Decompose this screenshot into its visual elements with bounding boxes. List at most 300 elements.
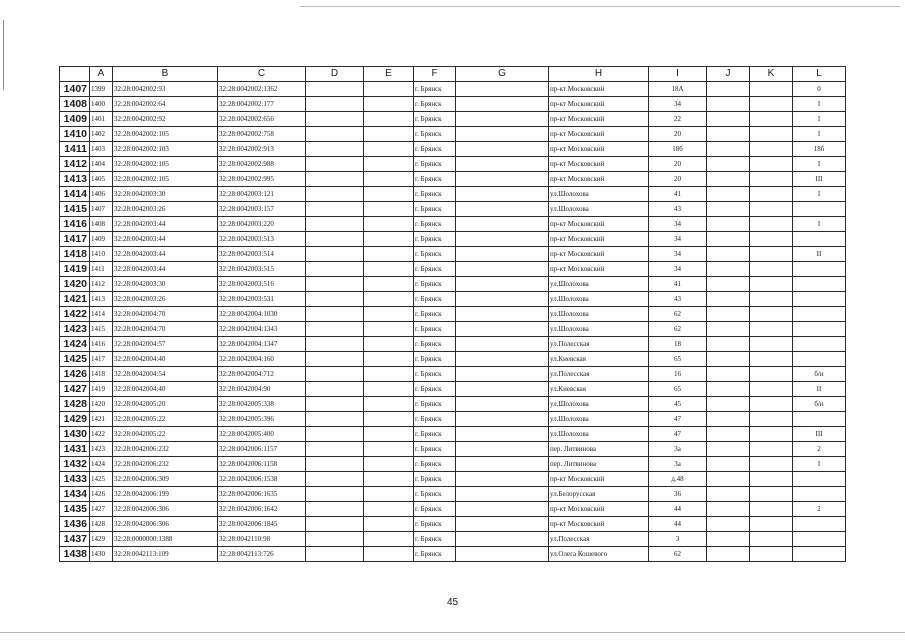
cell-f[interactable]: г. Брянск <box>414 457 456 472</box>
cell-a[interactable]: 1427 <box>90 502 113 517</box>
cell-a[interactable]: 1407 <box>90 202 113 217</box>
cell-g[interactable] <box>456 202 549 217</box>
row-header[interactable]: 1407 <box>60 82 90 97</box>
row-header[interactable]: 1429 <box>60 412 90 427</box>
cell-f[interactable]: г. Брянск <box>414 97 456 112</box>
cell-h[interactable]: пр-кт Московский <box>549 112 649 127</box>
cell-c[interactable]: 32:28:0042006:1642 <box>218 502 306 517</box>
cell-j[interactable] <box>707 517 750 532</box>
cell-f[interactable]: г. Брянск <box>414 172 456 187</box>
cell-l[interactable]: б/н <box>793 397 846 412</box>
cell-j[interactable] <box>707 187 750 202</box>
cell-j[interactable] <box>707 427 750 442</box>
cell-k[interactable] <box>750 397 793 412</box>
cell-a[interactable]: 1400 <box>90 97 113 112</box>
cell-i[interactable]: 34 <box>649 232 707 247</box>
cell-l[interactable]: б/н <box>793 367 846 382</box>
cell-f[interactable]: г. Брянск <box>414 367 456 382</box>
cell-d[interactable] <box>306 112 364 127</box>
row-header[interactable]: 1421 <box>60 292 90 307</box>
cell-g[interactable] <box>456 127 549 142</box>
cell-g[interactable] <box>456 82 549 97</box>
cell-g[interactable] <box>456 457 549 472</box>
cell-e[interactable] <box>364 187 414 202</box>
cell-j[interactable] <box>707 97 750 112</box>
cell-b[interactable]: 32:28:0042003:30 <box>113 277 218 292</box>
cell-d[interactable] <box>306 172 364 187</box>
cell-l[interactable] <box>793 412 846 427</box>
cell-l[interactable]: II <box>793 247 846 262</box>
cell-h[interactable]: ул.Киевская <box>549 382 649 397</box>
cell-j[interactable] <box>707 142 750 157</box>
cell-d[interactable] <box>306 532 364 547</box>
cell-e[interactable] <box>364 502 414 517</box>
cell-a[interactable]: 1409 <box>90 232 113 247</box>
cell-a[interactable]: 1399 <box>90 82 113 97</box>
cell-i[interactable]: 18А <box>649 82 707 97</box>
cell-f[interactable]: г. Брянск <box>414 427 456 442</box>
cell-b[interactable]: 32:28:0042004:40 <box>113 352 218 367</box>
cell-j[interactable] <box>707 412 750 427</box>
cell-e[interactable] <box>364 292 414 307</box>
cell-i[interactable]: 3а <box>649 457 707 472</box>
cell-k[interactable] <box>750 502 793 517</box>
cell-i[interactable]: 43 <box>649 202 707 217</box>
cell-b[interactable]: 32:28:0042004:54 <box>113 367 218 382</box>
cell-b[interactable]: 32:28:0042002:92 <box>113 112 218 127</box>
cell-l[interactable] <box>793 472 846 487</box>
column-header-c[interactable]: C <box>218 67 306 82</box>
cell-h[interactable]: пр-кт Московский <box>549 127 649 142</box>
cell-d[interactable] <box>306 547 364 562</box>
cell-f[interactable]: г. Брянск <box>414 352 456 367</box>
cell-l[interactable]: II <box>793 382 846 397</box>
cell-b[interactable]: 32:28:0042006:232 <box>113 442 218 457</box>
cell-b[interactable]: 32:28:0042002:105 <box>113 127 218 142</box>
cell-k[interactable] <box>750 517 793 532</box>
cell-a[interactable]: 1417 <box>90 352 113 367</box>
cell-e[interactable] <box>364 217 414 232</box>
cell-i[interactable]: 41 <box>649 277 707 292</box>
cell-e[interactable] <box>364 202 414 217</box>
cell-k[interactable] <box>750 382 793 397</box>
cell-k[interactable] <box>750 487 793 502</box>
cell-f[interactable]: г. Брянск <box>414 397 456 412</box>
cell-g[interactable] <box>456 367 549 382</box>
cell-b[interactable]: 32:28:0042003:44 <box>113 247 218 262</box>
cell-h[interactable]: пр-кт Московский <box>549 97 649 112</box>
cell-d[interactable] <box>306 382 364 397</box>
cell-k[interactable] <box>750 292 793 307</box>
cell-c[interactable]: 32:28:0042006:1158 <box>218 457 306 472</box>
cell-j[interactable] <box>707 262 750 277</box>
cell-l[interactable] <box>793 262 846 277</box>
cell-d[interactable] <box>306 187 364 202</box>
cell-i[interactable]: 62 <box>649 307 707 322</box>
cell-h[interactable]: ул.Полесская <box>549 532 649 547</box>
cell-d[interactable] <box>306 412 364 427</box>
cell-b[interactable]: 32:28:0042002:105 <box>113 172 218 187</box>
cell-g[interactable] <box>456 142 549 157</box>
cell-a[interactable]: 1426 <box>90 487 113 502</box>
cell-d[interactable] <box>306 517 364 532</box>
cell-h[interactable]: ул.Шолохова <box>549 322 649 337</box>
cell-b[interactable]: 32:28:0042004:70 <box>113 307 218 322</box>
cell-d[interactable] <box>306 82 364 97</box>
cell-c[interactable]: 32:28:0042004:1343 <box>218 322 306 337</box>
cell-j[interactable] <box>707 232 750 247</box>
row-header[interactable]: 1434 <box>60 487 90 502</box>
cell-e[interactable] <box>364 142 414 157</box>
cell-f[interactable]: г. Брянск <box>414 112 456 127</box>
cell-h[interactable]: пр-кт Московский <box>549 142 649 157</box>
cell-g[interactable] <box>456 232 549 247</box>
cell-g[interactable] <box>456 532 549 547</box>
cell-i[interactable]: 34 <box>649 97 707 112</box>
column-header-k[interactable]: K <box>750 67 793 82</box>
cell-c[interactable]: 32:28:0042003:515 <box>218 262 306 277</box>
cell-f[interactable]: г. Брянск <box>414 157 456 172</box>
row-header[interactable]: 1414 <box>60 187 90 202</box>
cell-l[interactable] <box>793 532 846 547</box>
cell-d[interactable] <box>306 427 364 442</box>
row-header[interactable]: 1411 <box>60 142 90 157</box>
corner-cell[interactable] <box>60 67 90 82</box>
cell-g[interactable] <box>456 262 549 277</box>
cell-g[interactable] <box>456 97 549 112</box>
cell-d[interactable] <box>306 397 364 412</box>
cell-l[interactable] <box>793 232 846 247</box>
row-header[interactable]: 1412 <box>60 157 90 172</box>
cell-e[interactable] <box>364 82 414 97</box>
cell-d[interactable] <box>306 457 364 472</box>
cell-i[interactable]: 3 <box>649 532 707 547</box>
cell-k[interactable] <box>750 337 793 352</box>
cell-k[interactable] <box>750 532 793 547</box>
cell-e[interactable] <box>364 367 414 382</box>
cell-f[interactable]: г. Брянск <box>414 82 456 97</box>
cell-e[interactable] <box>364 232 414 247</box>
cell-d[interactable] <box>306 247 364 262</box>
cell-f[interactable]: г. Брянск <box>414 502 456 517</box>
row-header[interactable]: 1428 <box>60 397 90 412</box>
cell-i[interactable]: 43 <box>649 292 707 307</box>
row-header[interactable]: 1408 <box>60 97 90 112</box>
cell-k[interactable] <box>750 277 793 292</box>
cell-i[interactable]: 22 <box>649 112 707 127</box>
cell-b[interactable]: 32:28:0042006:199 <box>113 487 218 502</box>
cell-f[interactable]: г. Брянск <box>414 232 456 247</box>
cell-g[interactable] <box>456 487 549 502</box>
cell-h[interactable]: ул.Белорусская <box>549 487 649 502</box>
cell-j[interactable] <box>707 487 750 502</box>
row-header[interactable]: 1427 <box>60 382 90 397</box>
cell-a[interactable]: 1405 <box>90 172 113 187</box>
cell-e[interactable] <box>364 547 414 562</box>
cell-c[interactable]: 32:28:0042002:758 <box>218 127 306 142</box>
cell-l[interactable] <box>793 277 846 292</box>
cell-f[interactable]: г. Брянск <box>414 442 456 457</box>
cell-f[interactable]: г. Брянск <box>414 487 456 502</box>
cell-h[interactable]: ул.Шолохова <box>549 187 649 202</box>
cell-d[interactable] <box>306 502 364 517</box>
cell-h[interactable]: пр-кт Московский <box>549 247 649 262</box>
row-header[interactable]: 1430 <box>60 427 90 442</box>
cell-f[interactable]: г. Брянск <box>414 322 456 337</box>
cell-a[interactable]: 1415 <box>90 322 113 337</box>
cell-a[interactable]: 1423 <box>90 442 113 457</box>
cell-h[interactable]: пр-кт Московский <box>549 82 649 97</box>
cell-c[interactable]: 32:28:0042002:995 <box>218 172 306 187</box>
cell-k[interactable] <box>750 187 793 202</box>
cell-e[interactable] <box>364 307 414 322</box>
cell-h[interactable]: ул.Шолохова <box>549 292 649 307</box>
cell-d[interactable] <box>306 337 364 352</box>
cell-j[interactable] <box>707 157 750 172</box>
row-header[interactable]: 1420 <box>60 277 90 292</box>
cell-d[interactable] <box>306 322 364 337</box>
cell-l[interactable] <box>793 337 846 352</box>
column-header-e[interactable]: E <box>364 67 414 82</box>
cell-c[interactable]: 32:28:0042006:1635 <box>218 487 306 502</box>
cell-e[interactable] <box>364 472 414 487</box>
cell-g[interactable] <box>456 292 549 307</box>
cell-l[interactable]: I <box>793 187 846 202</box>
cell-e[interactable] <box>364 262 414 277</box>
cell-e[interactable] <box>364 127 414 142</box>
cell-c[interactable]: 32:28:0042002:913 <box>218 142 306 157</box>
cell-i[interactable]: 62 <box>649 322 707 337</box>
cell-l[interactable]: I <box>793 112 846 127</box>
cell-j[interactable] <box>707 457 750 472</box>
cell-b[interactable]: 32:28:0042005:22 <box>113 412 218 427</box>
cell-j[interactable] <box>707 172 750 187</box>
cell-e[interactable] <box>364 337 414 352</box>
cell-k[interactable] <box>750 307 793 322</box>
cell-c[interactable]: 32:28:0042004:160 <box>218 352 306 367</box>
cell-a[interactable]: 1425 <box>90 472 113 487</box>
cell-h[interactable]: ул.Полесская <box>549 337 649 352</box>
cell-a[interactable]: 1429 <box>90 532 113 547</box>
row-header[interactable]: 1436 <box>60 517 90 532</box>
cell-b[interactable]: 32:28:0042006:232 <box>113 457 218 472</box>
cell-a[interactable]: 1414 <box>90 307 113 322</box>
cell-a[interactable]: 1428 <box>90 517 113 532</box>
cell-b[interactable]: 32:28:0042003:26 <box>113 202 218 217</box>
row-header[interactable]: 1433 <box>60 472 90 487</box>
cell-a[interactable]: 1430 <box>90 547 113 562</box>
cell-d[interactable] <box>306 142 364 157</box>
column-header-a[interactable]: A <box>90 67 113 82</box>
row-header[interactable]: 1437 <box>60 532 90 547</box>
cell-j[interactable] <box>707 442 750 457</box>
cell-g[interactable] <box>456 382 549 397</box>
row-header[interactable]: 1418 <box>60 247 90 262</box>
row-header[interactable]: 1417 <box>60 232 90 247</box>
cell-h[interactable]: пр-кт Московский <box>549 232 649 247</box>
column-header-j[interactable]: J <box>707 67 750 82</box>
cell-c[interactable]: 32:28:0042003:514 <box>218 247 306 262</box>
cell-l[interactable]: I <box>793 97 846 112</box>
cell-h[interactable]: ул.Шолохова <box>549 307 649 322</box>
cell-b[interactable]: 32:28:0042002:103 <box>113 142 218 157</box>
column-header-f[interactable]: F <box>414 67 456 82</box>
cell-d[interactable] <box>306 487 364 502</box>
cell-f[interactable]: г. Брянск <box>414 337 456 352</box>
cell-g[interactable] <box>456 547 549 562</box>
cell-a[interactable]: 1404 <box>90 157 113 172</box>
cell-d[interactable] <box>306 217 364 232</box>
cell-d[interactable] <box>306 352 364 367</box>
cell-i[interactable]: 34 <box>649 262 707 277</box>
row-header[interactable]: 1413 <box>60 172 90 187</box>
cell-f[interactable]: г. Брянск <box>414 217 456 232</box>
cell-a[interactable]: 1408 <box>90 217 113 232</box>
cell-h[interactable]: пр-кт Московский <box>549 502 649 517</box>
cell-i[interactable]: 45 <box>649 397 707 412</box>
cell-i[interactable]: 65 <box>649 352 707 367</box>
cell-f[interactable]: г. Брянск <box>414 307 456 322</box>
cell-k[interactable] <box>750 412 793 427</box>
cell-l[interactable]: 0 <box>793 82 846 97</box>
cell-d[interactable] <box>306 307 364 322</box>
cell-f[interactable]: г. Брянск <box>414 472 456 487</box>
cell-k[interactable] <box>750 547 793 562</box>
cell-f[interactable]: г. Брянск <box>414 547 456 562</box>
cell-a[interactable]: 1421 <box>90 412 113 427</box>
cell-e[interactable] <box>364 97 414 112</box>
cell-c[interactable]: 32:28:0042003:513 <box>218 232 306 247</box>
cell-j[interactable] <box>707 472 750 487</box>
cell-f[interactable]: г. Брянск <box>414 277 456 292</box>
cell-c[interactable]: 32:28:0042113:726 <box>218 547 306 562</box>
cell-l[interactable] <box>793 547 846 562</box>
row-header[interactable]: 1431 <box>60 442 90 457</box>
cell-h[interactable]: ул.Шолохова <box>549 202 649 217</box>
cell-c[interactable]: 32:28:0042005:400 <box>218 427 306 442</box>
cell-b[interactable]: 32:28:0042004:57 <box>113 337 218 352</box>
cell-j[interactable] <box>707 277 750 292</box>
cell-a[interactable]: 1424 <box>90 457 113 472</box>
cell-j[interactable] <box>707 382 750 397</box>
cell-e[interactable] <box>364 397 414 412</box>
cell-h[interactable]: ул.Полесская <box>549 367 649 382</box>
cell-d[interactable] <box>306 127 364 142</box>
cell-k[interactable] <box>750 352 793 367</box>
column-header-h[interactable]: H <box>549 67 649 82</box>
cell-i[interactable]: 34 <box>649 247 707 262</box>
cell-d[interactable] <box>306 277 364 292</box>
cell-g[interactable] <box>456 217 549 232</box>
cell-b[interactable]: 32:28:0042004:70 <box>113 322 218 337</box>
cell-k[interactable] <box>750 232 793 247</box>
cell-l[interactable]: III <box>793 427 846 442</box>
row-header[interactable]: 1419 <box>60 262 90 277</box>
cell-l[interactable]: I <box>793 457 846 472</box>
cell-c[interactable]: 32:28:0042003:121 <box>218 187 306 202</box>
cell-g[interactable] <box>456 427 549 442</box>
cell-c[interactable]: 32:28:0042110:98 <box>218 532 306 547</box>
column-header-i[interactable]: I <box>649 67 707 82</box>
cell-b[interactable]: 32:28:0000000:1388 <box>113 532 218 547</box>
cell-f[interactable]: г. Брянск <box>414 202 456 217</box>
cell-i[interactable]: 20 <box>649 172 707 187</box>
cell-l[interactable]: III <box>793 172 846 187</box>
cell-h[interactable]: пр-кт Московский <box>549 172 649 187</box>
cell-d[interactable] <box>306 367 364 382</box>
cell-e[interactable] <box>364 457 414 472</box>
cell-e[interactable] <box>364 112 414 127</box>
cell-c[interactable]: 32:28:0042005:396 <box>218 412 306 427</box>
cell-h[interactable]: пр-кт Московский <box>549 157 649 172</box>
column-header-l[interactable]: L <box>793 67 846 82</box>
cell-g[interactable] <box>456 172 549 187</box>
cell-b[interactable]: 32:28:0042003:26 <box>113 292 218 307</box>
cell-b[interactable]: 32:28:0042006:306 <box>113 502 218 517</box>
cell-i[interactable]: 47 <box>649 412 707 427</box>
cell-h[interactable]: пр-кт Московский <box>549 262 649 277</box>
cell-k[interactable] <box>750 472 793 487</box>
cell-g[interactable] <box>456 397 549 412</box>
cell-j[interactable] <box>707 337 750 352</box>
cell-k[interactable] <box>750 262 793 277</box>
cell-h[interactable]: ул.Шолохова <box>549 397 649 412</box>
cell-g[interactable] <box>456 337 549 352</box>
cell-j[interactable] <box>707 397 750 412</box>
cell-j[interactable] <box>707 352 750 367</box>
cell-a[interactable]: 1420 <box>90 397 113 412</box>
cell-i[interactable]: 3а <box>649 442 707 457</box>
cell-h[interactable]: ул.Шолохова <box>549 277 649 292</box>
cell-g[interactable] <box>456 502 549 517</box>
cell-k[interactable] <box>750 142 793 157</box>
cell-l[interactable] <box>793 202 846 217</box>
cell-i[interactable]: 47 <box>649 427 707 442</box>
row-header[interactable]: 1424 <box>60 337 90 352</box>
cell-f[interactable]: г. Брянск <box>414 517 456 532</box>
cell-d[interactable] <box>306 442 364 457</box>
cell-f[interactable]: г. Брянск <box>414 382 456 397</box>
cell-b[interactable]: 32:28:0042005:22 <box>113 427 218 442</box>
cell-i[interactable]: 65 <box>649 382 707 397</box>
cell-b[interactable]: 32:28:0042005:20 <box>113 397 218 412</box>
cell-c[interactable]: 32:28:0042006:1845 <box>218 517 306 532</box>
row-header[interactable]: 1426 <box>60 367 90 382</box>
cell-j[interactable] <box>707 247 750 262</box>
cell-c[interactable]: 32:28:0042002:177 <box>218 97 306 112</box>
cell-d[interactable] <box>306 232 364 247</box>
cell-e[interactable] <box>364 532 414 547</box>
cell-f[interactable]: г. Брянск <box>414 412 456 427</box>
cell-k[interactable] <box>750 367 793 382</box>
cell-j[interactable] <box>707 202 750 217</box>
cell-c[interactable]: 32:28:0042003:220 <box>218 217 306 232</box>
cell-c[interactable]: 32:28:0042006:1157 <box>218 442 306 457</box>
cell-i[interactable]: 41 <box>649 187 707 202</box>
cell-h[interactable]: пр-кт Московский <box>549 517 649 532</box>
cell-f[interactable]: г. Брянск <box>414 532 456 547</box>
cell-e[interactable] <box>364 412 414 427</box>
cell-i[interactable]: 16 <box>649 367 707 382</box>
cell-k[interactable] <box>750 82 793 97</box>
cell-g[interactable] <box>456 517 549 532</box>
cell-c[interactable]: 32:28:0042004:1030 <box>218 307 306 322</box>
cell-h[interactable]: ул.Шолохова <box>549 427 649 442</box>
cell-l[interactable] <box>793 352 846 367</box>
cell-a[interactable]: 1419 <box>90 382 113 397</box>
cell-f[interactable]: г. Брянск <box>414 247 456 262</box>
cell-j[interactable] <box>707 532 750 547</box>
